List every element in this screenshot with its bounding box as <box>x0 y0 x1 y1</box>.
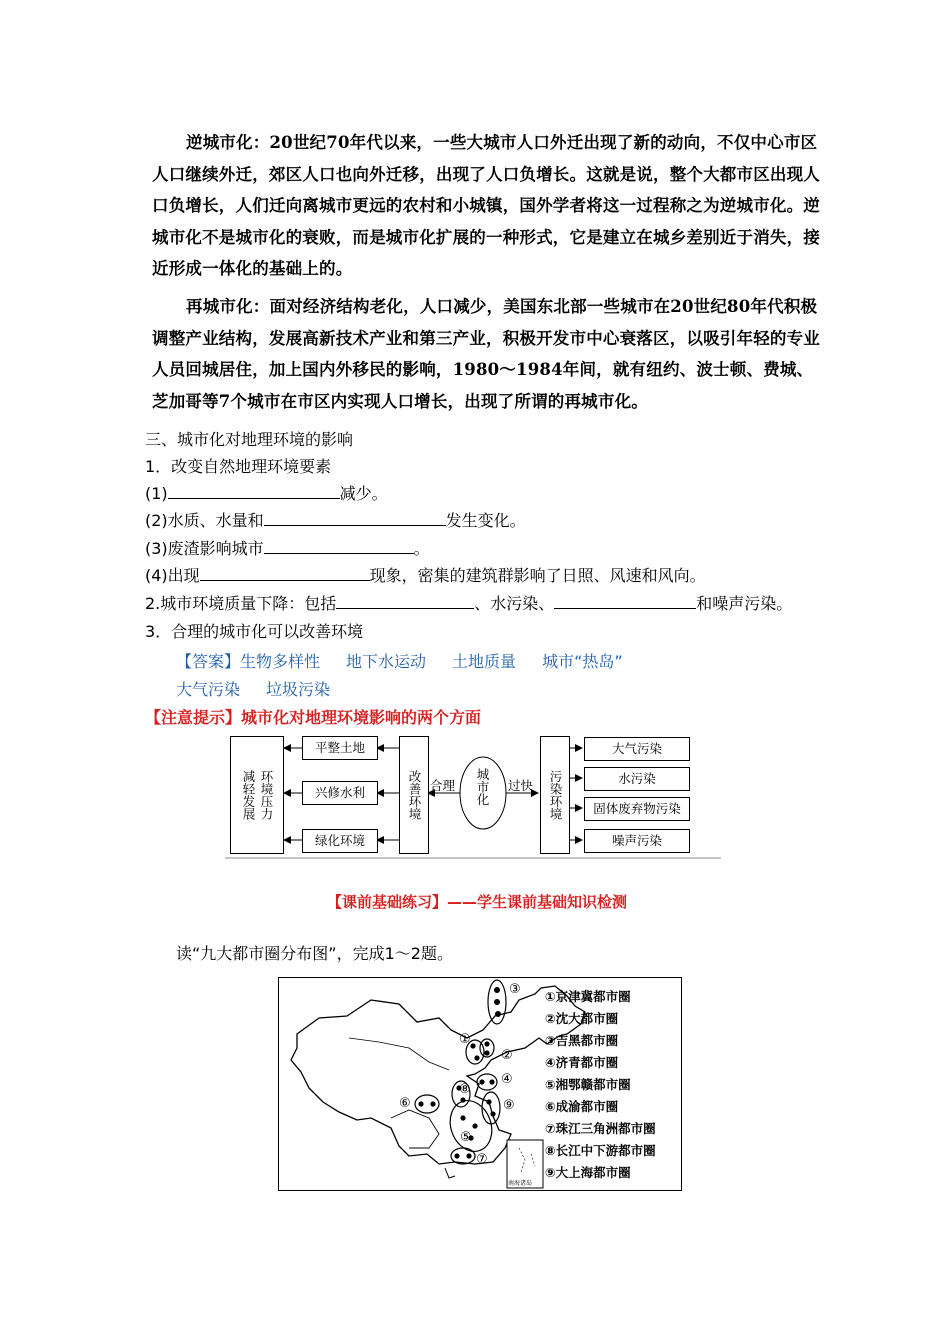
q2-blank[interactable] <box>264 511 446 526</box>
left-col-1: 环境压力 <box>259 770 274 820</box>
q3-prefix: (3)废渣影响城市 <box>145 539 264 558</box>
diagram-pollute-env-box <box>540 736 570 854</box>
answer-item: 土地质量 <box>452 652 517 671</box>
urbanization-diagram <box>224 730 722 860</box>
answer-item: 城市“热岛” <box>542 652 623 671</box>
note-tip: 【注意提示】城市化对地理环境影响的两个方面 <box>145 708 482 727</box>
question-intro: 读“九大都市圈分布图”，完成1～2题。 <box>176 944 453 963</box>
diagram-improve-env-box <box>399 736 429 854</box>
diagram-item-greening: 绿化环境 <box>302 829 378 853</box>
map-number-7: ⑦ <box>476 1152 488 1167</box>
answer-label: 【答案】 <box>176 652 241 671</box>
map-number-1: ① <box>459 1032 471 1047</box>
question-1 <box>145 483 388 505</box>
toofast-label: 过快 <box>508 778 534 793</box>
answer-item: 地下水运动 <box>346 652 427 671</box>
para1-text: 20世纪70年代以来，一些大城市人口外迁出现了新的动向，不仅中心市区人口继续外迁，郊区人口也向外迁移，出现了人口负增长。这就是说，整个大都市区出现人口负增长，人们迁向离城市更远的农村和小城镇，国外学者将这一过程称之为逆城市化。逆城市化不是城市化的衰败，而是城市化扩展的一种形式，它是建立在城乡差别近于消失，接近形成一体化的基础上的。 <box>152 133 820 278</box>
sub2-mid: 、水污染、 <box>474 594 555 613</box>
answer-line-2 <box>176 677 356 700</box>
q3-suffix: 。 <box>413 539 430 558</box>
diagram-item-solid-waste: 固体废弃物污染 <box>584 797 690 821</box>
question-3 <box>145 538 430 560</box>
q1-prefix: (1) <box>145 484 168 503</box>
legend-item: ⑧长江中下游都市圈 <box>545 1143 656 1158</box>
pollute-env-label: 污染环境 <box>548 770 563 820</box>
q4-blank[interactable] <box>200 566 370 581</box>
metro-map <box>278 977 682 1191</box>
section3-sub1: 1．改变自然地理环境要素 <box>145 457 332 476</box>
improve-env-label: 改善环境 <box>407 770 422 820</box>
q4-suffix: 现象，密集的建筑群影响了日照、风速和风向。 <box>369 566 706 585</box>
legend-item: ①京津冀都市圈 <box>545 989 631 1004</box>
map-number-9: ⑨ <box>503 1098 515 1113</box>
q3-blank[interactable] <box>264 539 414 554</box>
map-number-6: ⑥ <box>399 1096 411 1111</box>
legend-item: ⑨大上海都市圈 <box>545 1165 631 1180</box>
section3-sub3: 3．合理的城市化可以改善环境 <box>145 622 364 641</box>
legend-item: ⑥成渝都市圈 <box>545 1099 619 1114</box>
reasonable-label: 合理 <box>430 778 456 793</box>
diagram-item-water-conservancy: 兴修水利 <box>302 781 378 805</box>
legend-item: ③吉黑都市圈 <box>545 1033 619 1048</box>
map-number-5: ⑤ <box>460 1130 472 1145</box>
para1-lead: 逆城市化： <box>186 133 270 152</box>
legend-item: ②沈大都市圈 <box>545 1011 619 1026</box>
answer-item: 生物多样性 <box>240 652 321 671</box>
para2-lead: 再城市化： <box>186 297 270 316</box>
left-col-2: 减轻发展 <box>241 770 256 820</box>
urbanization-center <box>473 768 491 806</box>
diagram-env-pressure-box <box>230 736 284 854</box>
map-number-2: ② <box>501 1048 513 1063</box>
sub2-suffix: 和噪声污染。 <box>696 594 793 613</box>
para-counter-urbanization <box>152 127 822 285</box>
answer-item: 垃圾污染 <box>266 680 331 699</box>
legend-item: ⑤湘鄂赣都市圈 <box>545 1077 631 1092</box>
q4-prefix: (4)出现 <box>145 566 200 585</box>
map-number-4: ④ <box>501 1072 513 1087</box>
diagram-item-water-pollution: 水污染 <box>584 767 690 791</box>
para2-text: 面对经济结构老化，人口减少，美国东北部一些城市在20世纪80年代积极调整产业结构，发展高新技术产业和第三产业，积极开发市中心衰落区，以吸引年轻的专业人员回城居住，加上国内外移民的影响，1980～1984年间，就有纽约、波士顿、费城、芝加哥等7个城市在市区内实现人口增长，出现了所谓的再城市化。 <box>152 297 820 411</box>
sub2-blank-2[interactable] <box>554 594 696 609</box>
legend-item: ④济青都市圈 <box>545 1055 619 1070</box>
diagram-item-air-pollution: 大气污染 <box>584 737 690 761</box>
legend-item: ⑦珠江三角洲都市圈 <box>545 1121 656 1136</box>
q1-blank[interactable] <box>168 484 340 499</box>
inset-label: 南海诸岛 <box>508 1180 533 1187</box>
para-re-urbanization <box>152 291 822 417</box>
q2-suffix: 发生变化。 <box>445 511 526 530</box>
map-number-8: ⑧ <box>459 1082 471 1097</box>
answer-item: 大气污染 <box>176 680 241 699</box>
diagram-item-level-land: 平整土地 <box>302 736 378 760</box>
sub2-prefix: 2.城市环境质量下降：包括 <box>145 594 337 613</box>
map-number-3: ③ <box>509 982 521 997</box>
question-2 <box>145 510 526 532</box>
exercise-title: 【课前基础练习】——学生课前基础知识检测 <box>327 893 628 911</box>
q2-prefix: (2)水质、水量和 <box>145 511 264 530</box>
diagram-item-noise: 噪声污染 <box>584 829 690 853</box>
question-4 <box>145 565 706 587</box>
map-legend <box>545 986 656 1184</box>
section3-title: 三、城市化对地理环境的影响 <box>145 430 354 449</box>
answer-line-1 <box>176 649 649 672</box>
q1-suffix: 减少。 <box>339 484 388 503</box>
sub2-blank-1[interactable] <box>336 594 474 609</box>
center-label: 城市化 <box>475 768 490 806</box>
section3-sub2 <box>145 593 792 615</box>
